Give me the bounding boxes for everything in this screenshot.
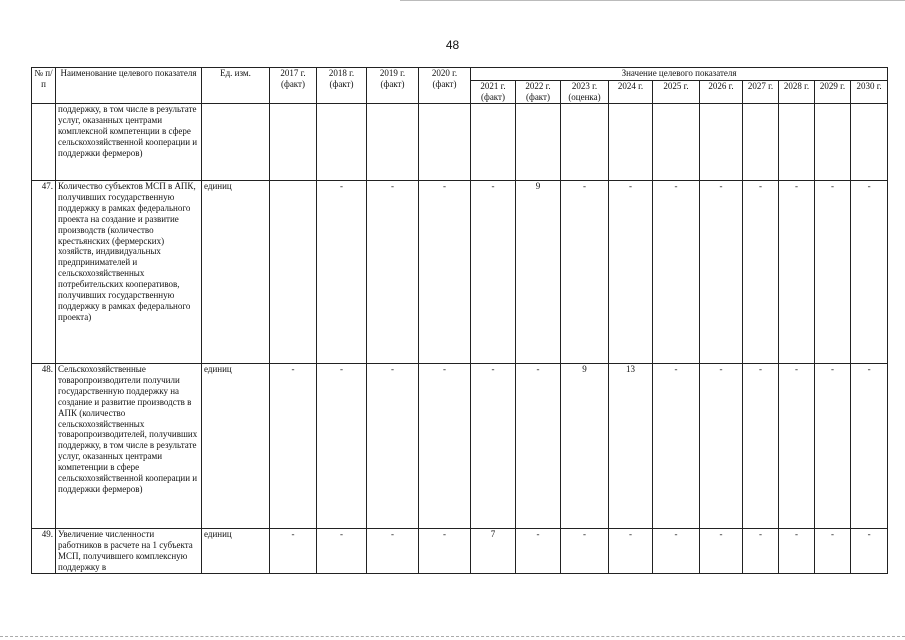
value-cell: 9 (561, 364, 609, 529)
value-cell: - (700, 529, 743, 574)
page-number: 48 (445, 38, 460, 52)
value-cell: - (419, 181, 471, 364)
value-cell: - (653, 529, 700, 574)
value-cell (317, 104, 367, 181)
table-row (32, 529, 888, 574)
value-cell: - (653, 181, 700, 364)
unit-cell: единиц (202, 364, 270, 529)
value-cell: - (779, 364, 815, 529)
value-cell: - (779, 181, 815, 364)
value-cell (419, 104, 471, 181)
value-cell: 9 (516, 181, 561, 364)
value-cell: 13 (609, 364, 653, 529)
header-unit: Ед. изм. (202, 68, 270, 104)
header-year-2030: 2030 г. (851, 81, 888, 104)
value-cell: - (419, 364, 471, 529)
table-row (32, 364, 888, 529)
indicator-name: поддержку, в том числе в результате услуг, оказанных центрами комплексной компетенции в сфере сельскохозяйственной кооперации и поддержки фермеров) (56, 104, 202, 181)
value-cell (561, 104, 609, 181)
indicator-name: Количество субъектов МСП в АПК, получивших государственную поддержку в рамках федерального проекта на создание и развитие производств (количество крестьянских (фермерских) хозяйств, индивидуальных предпринимателей и сельскохозяйственных потребительских кооперативов, получивших государственную поддержку в рамках федерального проекта) (56, 181, 202, 364)
value-cell: 7 (471, 529, 516, 574)
table-body (32, 104, 888, 574)
table-row (32, 104, 888, 181)
header-year-2019: 2019 г. (факт) (367, 68, 419, 104)
value-cell: - (317, 529, 367, 574)
value-cell (653, 104, 700, 181)
value-cell: - (779, 529, 815, 574)
value-cell: - (700, 364, 743, 529)
bottom-edge-rule (0, 636, 905, 637)
value-cell (609, 104, 653, 181)
value-cell: - (367, 364, 419, 529)
row-number (32, 104, 56, 181)
value-cell: - (609, 181, 653, 364)
value-cell: - (419, 529, 471, 574)
value-cell: - (700, 181, 743, 364)
value-cell: - (815, 364, 851, 529)
value-cell: - (851, 529, 888, 574)
header-num: № п/п (32, 68, 56, 104)
header-year-2017: 2017 г. (факт) (270, 68, 317, 104)
header-year-2024: 2024 г. (609, 81, 653, 104)
value-cell: - (815, 529, 851, 574)
target-indicators-table (31, 67, 888, 574)
indicator-name: Сельскохозяйственные товаропроизводители получили государственную поддержку на создание и развитие производств в АПК (количество сельскохозяйственных товаропроизводителей, получивших поддержку, в том числе в результате услуг, оказанных центрами компетенции в сфере сельскохозяйственной кооперации и поддержки фермеров) (56, 364, 202, 529)
value-cell (516, 104, 561, 181)
header-year-2022: 2022 г. (факт) (516, 81, 561, 104)
value-cell (851, 104, 888, 181)
row-number: 49. (32, 529, 56, 574)
header-year-2021: 2021 г. (факт) (471, 81, 516, 104)
top-edge-rule (400, 0, 905, 1)
value-cell (471, 104, 516, 181)
value-cell: - (270, 529, 317, 574)
value-cell: - (743, 529, 779, 574)
header-year-2023: 2023 г. (оценка) (561, 81, 609, 104)
value-cell: - (609, 529, 653, 574)
unit-cell: единиц (202, 529, 270, 574)
value-cell: - (516, 529, 561, 574)
header-year-2018: 2018 г. (факт) (317, 68, 367, 104)
header-group-target-values: Значение целевого показателя (471, 68, 888, 81)
row-number: 47. (32, 181, 56, 364)
value-cell: - (317, 364, 367, 529)
header-year-2028: 2028 г. (779, 81, 815, 104)
value-cell: - (270, 364, 317, 529)
value-cell (815, 104, 851, 181)
value-cell (743, 104, 779, 181)
header-year-2020: 2020 г. (факт) (419, 68, 471, 104)
value-cell: - (471, 364, 516, 529)
value-cell: - (561, 529, 609, 574)
value-cell: - (743, 181, 779, 364)
value-cell: - (367, 181, 419, 364)
value-cell: - (743, 364, 779, 529)
unit-cell (202, 104, 270, 181)
header-year-2027: 2027 г. (743, 81, 779, 104)
value-cell (270, 104, 317, 181)
value-cell (367, 104, 419, 181)
value-cell: - (367, 529, 419, 574)
value-cell: - (815, 181, 851, 364)
value-cell (270, 181, 317, 364)
value-cell: - (653, 364, 700, 529)
header-row-1 (32, 68, 888, 81)
value-cell (779, 104, 815, 181)
table-row (32, 181, 888, 364)
value-cell: - (851, 364, 888, 529)
value-cell: - (561, 181, 609, 364)
value-cell: - (317, 181, 367, 364)
row-number: 48. (32, 364, 56, 529)
unit-cell: единиц (202, 181, 270, 364)
value-cell: - (471, 181, 516, 364)
value-cell: - (851, 181, 888, 364)
header-year-2025: 2025 г. (653, 81, 700, 104)
header-name: Наименование целевого показателя (56, 68, 202, 104)
header-year-2029: 2029 г. (815, 81, 851, 104)
value-cell (700, 104, 743, 181)
header-year-2026: 2026 г. (700, 81, 743, 104)
indicator-name: Увеличение численности работников в расчете на 1 субъекта МСП, получившего комплексную поддержку в (56, 529, 202, 574)
value-cell: - (516, 364, 561, 529)
